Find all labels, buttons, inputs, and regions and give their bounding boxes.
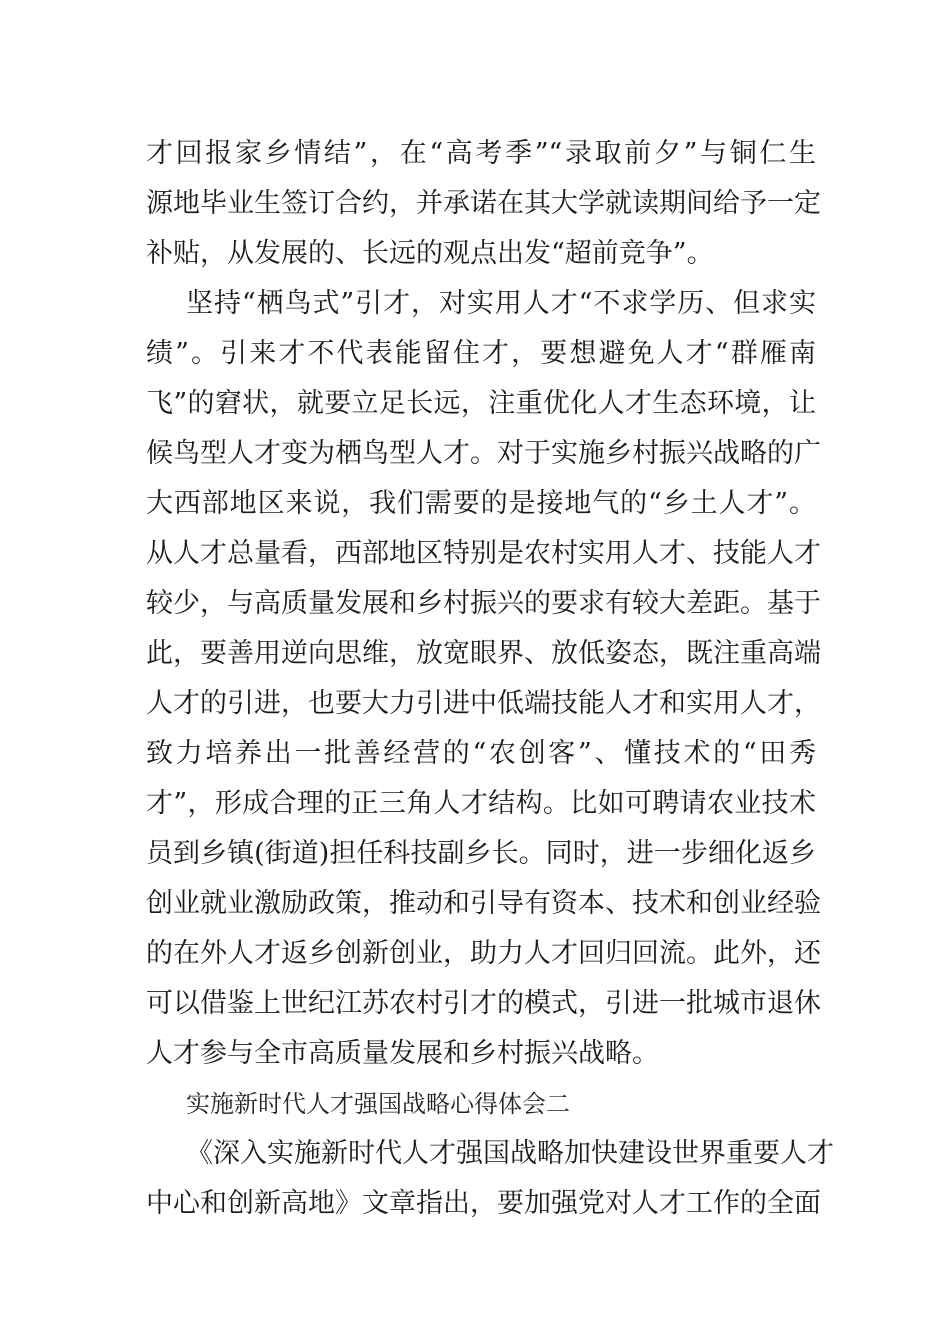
text-line: 才”，形成合理的正三角人才结构。比如可聘请农业技术 — [146, 788, 816, 819]
text-line: 较少，与高质量发展和乡村振兴的要求有较大差距。基于 — [146, 588, 821, 619]
text-line: 从人才总量看，西部地区特别是农村实用人才、技能人才 — [146, 538, 821, 569]
text-line: 创业就业激励政策，推动和引导有资本、技术和创业经验 — [146, 888, 821, 919]
text-line: 可以借鉴上世纪江苏农村引才的模式，引进一批城市退休 — [146, 988, 821, 1019]
text-line: 此，要善用逆向思维，放宽眼界、放低姿态，既注重高端 — [146, 638, 821, 669]
section-heading: 实施新时代人才强国战略心得体会二 — [186, 1090, 570, 1118]
text-line: 致力培养出一批善经营的“农创客”、懂技术的“田秀 — [146, 738, 816, 769]
text-line: 员到乡镇(街道)担任科技副乡长。同时，进一步细化返乡 — [146, 838, 816, 869]
text-line: 飞”的窘状，就要立足长远，注重优化人才生态环境，让 — [146, 388, 816, 419]
text-line: 人才参与全市高质量发展和乡村振兴战略。 — [146, 1038, 659, 1069]
text-line: 《深入实施新时代人才强国战略加快建设世界重要人才 — [186, 1138, 834, 1169]
text-line: 的在外人才返乡创新创业，助力人才回归回流。此外，还 — [146, 938, 821, 969]
text-line: 绩”。引来才不代表能留住才，要想避免人才“群雁南 — [146, 338, 816, 369]
text-line: 源地毕业生签订合约，并承诺在其大学就读期间给予一定 — [146, 188, 821, 219]
text-line: 候鸟型人才变为栖鸟型人才。对于实施乡村振兴战略的广 — [146, 438, 821, 469]
text-line: 坚持“栖鸟式”引才，对实用人才“不求学历、但求实 — [186, 288, 816, 319]
text-line: 人才的引进，也要大力引进中低端技能人才和实用人才， — [146, 688, 821, 719]
text-line: 才回报家乡情结”，在“高考季”“录取前夕”与铜仁生 — [146, 138, 816, 169]
text-line: 中心和创新高地》文章指出，要加强党对人才工作的全面 — [146, 1188, 821, 1219]
text-line: 补贴，从发展的、长远的观点出发“超前竞争”。 — [146, 238, 714, 269]
text-line: 大西部地区来说，我们需要的是接地气的“乡土人才”。 — [146, 488, 816, 519]
